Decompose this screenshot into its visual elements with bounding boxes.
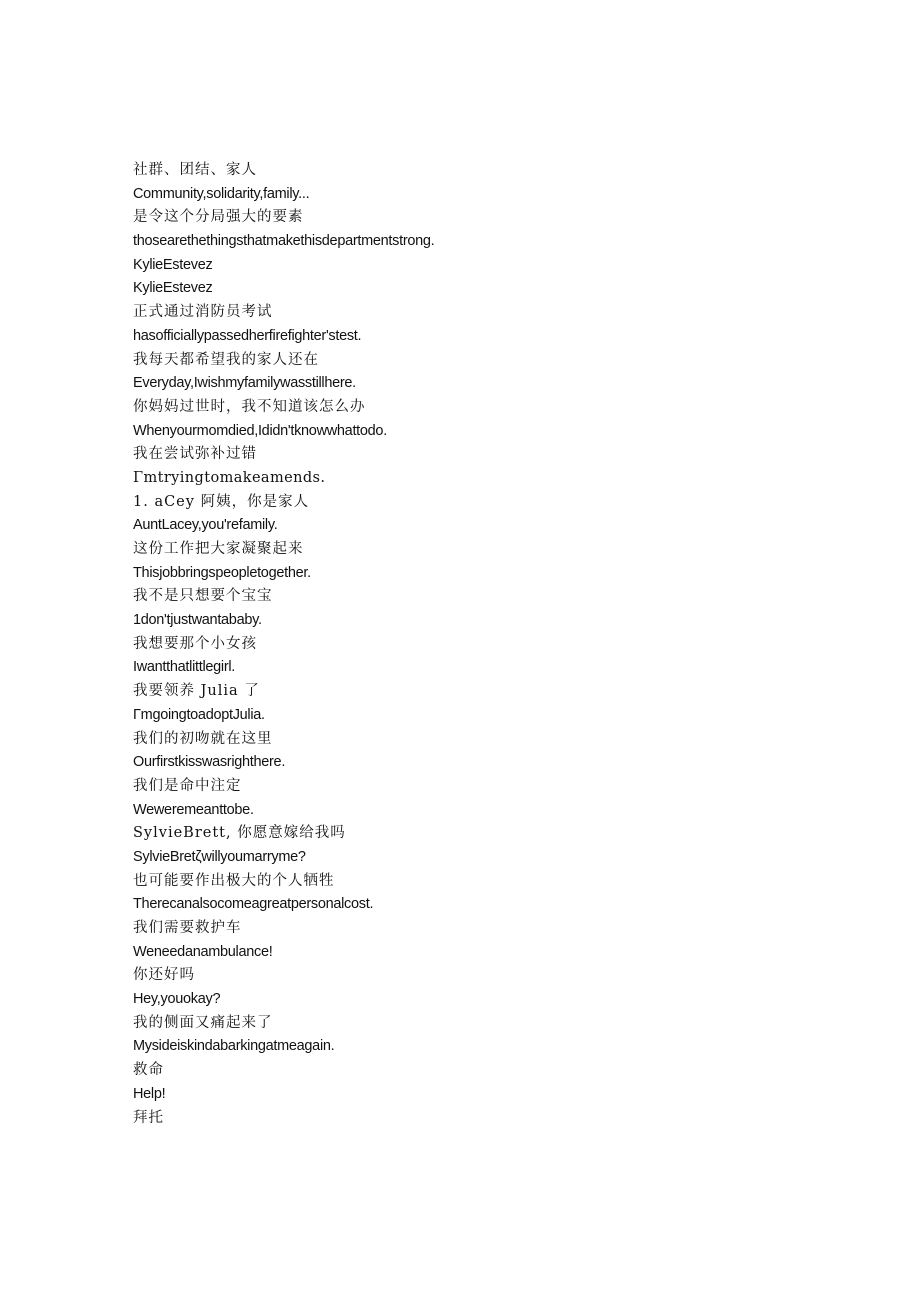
chinese-subtitle-line: 我的侧面又痛起来了 [133,1014,273,1031]
chinese-subtitle-line: 拜托 [133,1109,164,1126]
chinese-subtitle-line: 我们的初吻就在这里 [133,730,273,747]
chinese-subtitle-line: 我们是命中注定 [133,777,242,794]
chinese-subtitle-line: 也可能要作出极大的个人牺牲 [133,872,335,889]
chinese-subtitle-line: 我不是只想要个宝宝 [133,588,273,605]
chinese-subtitle-line: 这份工作把大家凝聚起来 [133,541,304,557]
chinese-subtitle-line: 社群、团结、家人 [133,162,257,178]
chinese-subtitle-line: 我们需要救护车 [133,920,242,936]
english-subtitle-line: 1don'tjustwantababy. [133,612,262,629]
english-subtitle-line: Hey,youokay? [133,991,221,1008]
english-subtitle-line: Iwantthatlittlegirl. [133,659,235,676]
chinese-subtitle-line: 1. aCey 阿姨，你是家人 [133,493,310,510]
english-subtitle-line: Weneedanambulance! [133,943,273,960]
english-subtitle-line: Ourfirstkisswasrighthere. [133,754,286,771]
english-subtitle-line: Help! [133,1085,166,1102]
english-subtitle-line: AuntLacey,you'refamily. [133,517,278,534]
chinese-subtitle-line: 是令这个分局强大的要素 [133,209,304,226]
chinese-subtitle-line: 我想要那个小女孩 [133,635,257,652]
subtitle-text-list [133,159,434,1130]
english-subtitle-line: Thisjobbringspeopletogether. [133,564,311,581]
english-subtitle-line: Therecanalsocomeagreatpersonalcost. [133,896,374,913]
chinese-subtitle-line: 救命 [133,1062,164,1079]
english-subtitle-line: Γmtryingtomakeamends. [133,469,326,486]
english-subtitle-line: KylieEstevez [133,280,213,297]
english-subtitle-line: thosearethethingsthatmakethisdepartmentstrong. [133,233,435,250]
english-subtitle-line: ΓmgoingtoadoptJulia. [133,706,265,723]
english-subtitle-line: Community,solidarity,family... [133,185,310,202]
chinese-subtitle-line: 我每天都希望我的家人还在 [133,351,319,368]
chinese-subtitle-line: 你妈妈过世时，我不知道该怎么办 [133,398,366,415]
chinese-subtitle-line: 你还好吗 [133,967,195,984]
english-subtitle-line: SylvieBretζwillyoumarryme? [133,848,306,865]
chinese-subtitle-line: 我要领养 Julia 了 [133,683,260,700]
english-subtitle-line: KylieEstevez [133,256,213,273]
chinese-subtitle-line: SylvieBrett, 你愿意嫁给我吗 [133,825,346,842]
chinese-subtitle-line: 我在尝试弥补过错 [133,446,257,463]
english-subtitle-line: hasofficiallypassedherfirefighter'stest. [133,327,362,344]
english-subtitle-line: Mysideiskindabarkingatmeagain. [133,1038,335,1055]
english-subtitle-line: Whenyourmomdied,Ididn'tknowwhattodo. [133,422,387,439]
english-subtitle-line: Everyday,Iwishmyfamilywasstillhere. [133,375,356,392]
chinese-subtitle-line: 正式通过消防员考试 [133,304,273,321]
english-subtitle-line: Weweremeanttobe. [133,801,254,818]
